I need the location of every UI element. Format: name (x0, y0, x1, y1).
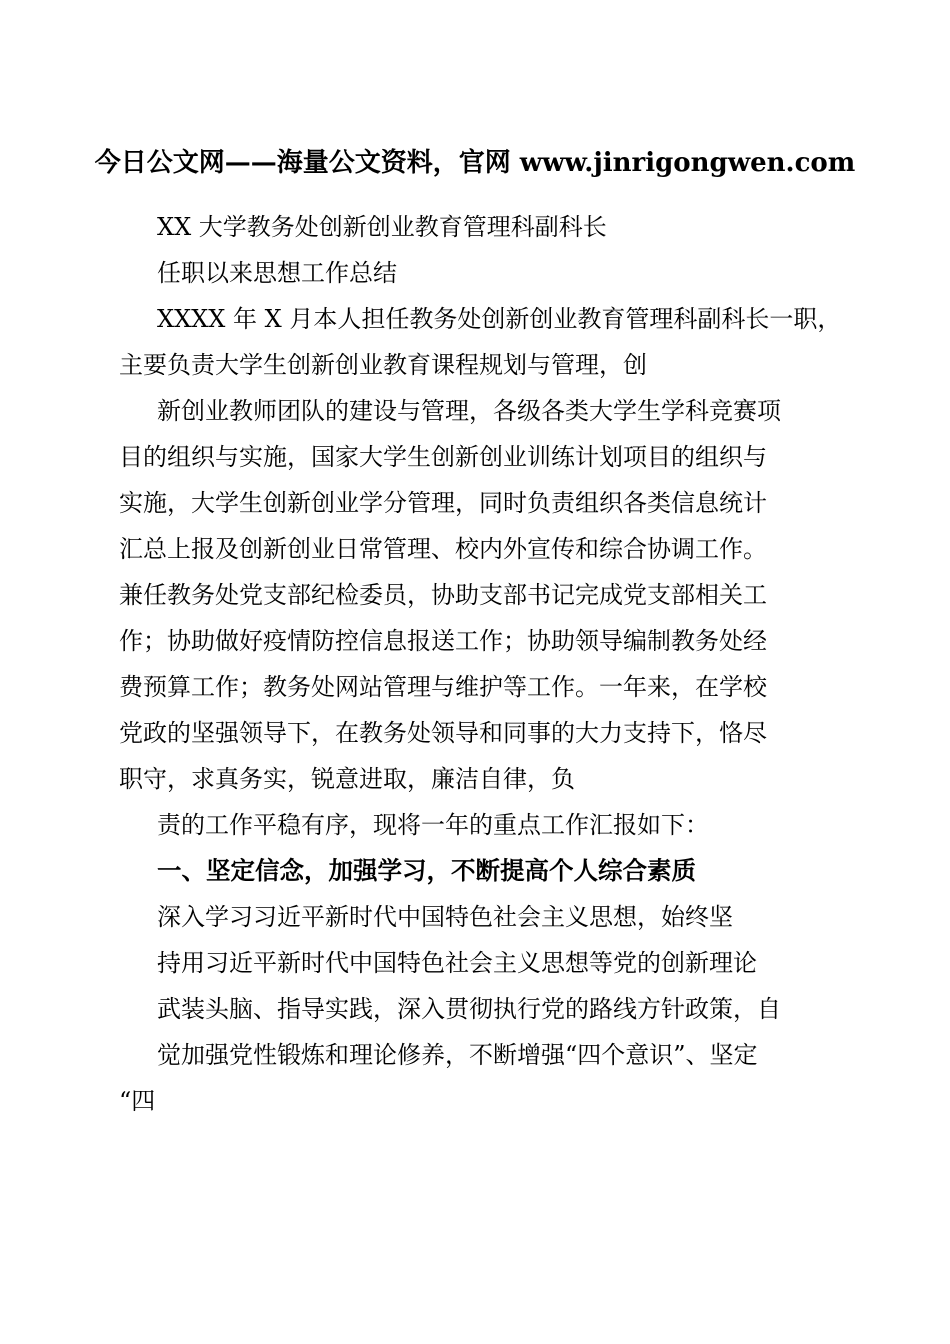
body-line: 兼任教务处党支部纪检委员，协助支部书记完成党支部相关工 (119, 581, 767, 609)
body-line: 目的组织与实施，国家大学生创新创业训练计划项目的组织与 (119, 443, 767, 471)
body-line: 武装头脑、指导实践，深入贯彻执行党的路线方针政策，自 (157, 995, 781, 1023)
body-line: XXXX 年 X 月本人担任教务处创新创业教育管理科副科长一职， (157, 305, 842, 333)
body-line: 主要负责大学生创新创业教育课程规划与管理，创 (119, 351, 647, 379)
body-line: 费预算工作；教务处网站管理与维护等工作。一年来，在学校 (119, 673, 767, 701)
body-line: 汇总上报及创新创业日常管理、校内外宣传和综合协调工作。 (119, 535, 767, 563)
body-line: 持用习近平新时代中国特色社会主义思想等党的创新理论 (157, 949, 757, 977)
body-line: 觉加强党性锻炼和理论修养，不断增强“四个意识”、坚定 (157, 1041, 758, 1069)
body-line: 党政的坚强领导下，在教务处领导和同事的大力支持下，恪尽 (119, 719, 767, 747)
body-line: 实施，大学生创新创业学分管理，同时负责组织各类信息统计 (119, 489, 767, 517)
title-line-2: 任职以来思想工作总结 (157, 259, 397, 287)
body-line: 责的工作平稳有序，现将一年的重点工作汇报如下： (157, 811, 709, 839)
title-line-1: XX 大学教务处创新创业教育管理科副科长 (157, 213, 607, 241)
body-line: “四 (119, 1087, 156, 1115)
body-line: 新创业教师团队的建设与管理，各级各类大学生学科竞赛项 (157, 397, 781, 425)
document-body (119, 204, 842, 1124)
section-heading: 一、坚定信念，加强学习，不断提高个人综合素质 (157, 856, 696, 885)
body-line: 职守，求真务实，锐意进取，廉洁自律，负 (119, 765, 575, 793)
body-line: 深入学习习近平新时代中国特色社会主义思想，始终坚 (157, 903, 733, 931)
body-line: 作；协助做好疫情防控信息报送工作；协助领导编制教务处经 (119, 627, 767, 655)
site-header: 今日公文网——海量公文资料，官网 www.jinrigongwen.com (94, 148, 856, 178)
